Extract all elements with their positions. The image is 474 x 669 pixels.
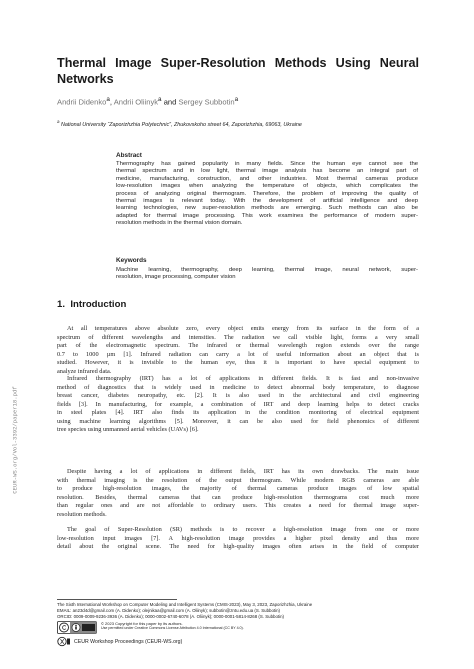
affiliation-text: National University “Zaporizhzhia Polytechnic”, Zhukovskoho street 64, Zaporizhzhia, 69063, Ukraine	[61, 121, 302, 128]
paragraph-line: using machine learning algorithms [5]. Moreover, it can be also used for field phenomics of different	[57, 417, 419, 425]
keywords-heading: Keywords	[116, 257, 147, 264]
abstract-line: low-resolution images when analyzing the temperature of objects, which complicates the	[116, 183, 418, 190]
abstract-line: learning technologies, new super-resolution methods are emerging. Such methods can also be	[116, 205, 418, 212]
paragraph-line: low-resolution input images [7]. A high-resolution image provides a higher pixel density and thus more	[57, 534, 419, 542]
paragraph-line: Infrared thermography (IRT) has a lot of applications in different fields. It is fast and non-invasive	[67, 375, 419, 382]
footnote-orcid: ORCID: 0009-0009-9236-3936 (A. Didenko); 0000-0002-6740-6078 (A. Oliinyk); 0000-0001-5814-8268 (S. Subbotin)	[57, 614, 284, 619]
paragraph-line: resolution methods.	[57, 510, 107, 518]
footnote-email: EMAIL: an23d4d@gmail.com (A. Didenko); olejnikaa@gmail.com (A. Oliinyk); subbotin@zntu.edu.ua (S. Subbotin)	[57, 608, 281, 613]
affiliation-mark: a	[57, 119, 60, 124]
cc-by-license-icon[interactable]	[57, 621, 97, 634]
abstract-line: thermal images is relevant today. With the development of artificial intelligence and deep	[116, 197, 418, 204]
paragraph-line: breast cancer, diabetes neuropathy, etc. [2]. It is also used in the architectural and civil engineering	[57, 392, 419, 399]
author-name[interactable]: Sergey Subbotin	[178, 97, 235, 107]
abstract-line: medicine, manufacturing, construction, and other industries. Most thermal cameras produce	[116, 175, 418, 182]
section-number: 1.	[57, 299, 66, 310]
proceedings-label: CEUR Workshop Proceedings (CEUR-WS.org)	[74, 639, 183, 645]
section-heading	[57, 299, 126, 310]
paragraph-line: part of the electromagnetic spectrum. The infrared or thermal wavelength region extends over the range	[57, 342, 419, 349]
ceur-logo-icon	[57, 636, 71, 647]
keywords-line: Machine learning, thermography, deep learning, thermal image, neural network, super-	[116, 267, 418, 273]
keywords-line: resolution, image processing, computer vision	[116, 274, 236, 281]
author-name[interactable]: Andrii Didenko	[57, 97, 107, 107]
author-affil-mark: a	[106, 96, 110, 103]
author-affil-mark: a	[158, 96, 162, 103]
paragraph-line: than regular ones and are not affordable to ordinary users. This creates a need for thermal image super-	[57, 502, 419, 509]
author-affil-mark: a	[234, 96, 239, 103]
paragraph-line: tree species using unmanned aerial vehicles (UAVs) [6].	[57, 426, 199, 433]
license-line: Use permitted under Creative Commons License Attribution 4.0 International (CC BY 4.0).	[101, 626, 244, 630]
footnote-conference: The Sixth International Workshop on Computer Modeling and Intelligent Systems (CMIS-2023), May 3, 2023, Zaporizhzhia, Ukraine	[57, 602, 313, 607]
paragraph-line: resolution. Besides, thermal cameras that can produce high-resolution thermograms cost much more	[57, 493, 419, 501]
paragraph-line: in steel plates [4]. IRT also finds its application in the condition monitoring of electrical equipment	[57, 409, 419, 416]
paragraph-line: 0.7 to 1000 µm [1]. Infrared radiation can carry a lot of useful information about an object that is	[57, 350, 419, 358]
paragraph	[57, 468, 419, 519]
abstract-line: adapted for thermal image processing. This work examines the performance of modern super-	[116, 212, 418, 219]
author-separator: and	[161, 97, 179, 107]
paragraph-line: method of diagnostics that is widely used in medicine to detect abnormal body temperature, to diagnose	[57, 383, 419, 391]
side-stamp	[11, 350, 19, 530]
author-separator: ,	[109, 97, 114, 107]
paragraph	[57, 375, 419, 435]
section-title: Introduction	[70, 299, 127, 310]
paragraph-line: fields [3]. In manufacturing, for example, a combination of IRT and deep learning helps to detect cracks	[57, 400, 419, 408]
abstract-line: Thermography has gained popularity in many fields. Since the human eye cannot see the	[116, 161, 418, 167]
paragraph-line: with thermal imaging is the resolution of the output thermogram. While modern RGB cameras are able	[57, 476, 419, 484]
paper-title: Thermal Image Super-Resolution Methods Using Neural Networks	[57, 56, 419, 86]
copyright-line: © 2023 Copyright for this paper by its authors.	[101, 621, 183, 626]
paragraph-line: Despite having a lot of applications in different fields, IRT has its own drawbacks. The main issue	[67, 468, 419, 475]
paragraph	[57, 526, 419, 552]
paragraph-line: At all temperatures above absolute zero, every object emits energy from its surface in the form of a	[67, 325, 419, 332]
paragraph-line: detail about the original scene. The need for high-quality images often arises in the field of computer	[57, 543, 419, 550]
side-stamp-text: CEUR-WS.org/Vol-3392/paper18.pdf	[11, 386, 19, 494]
abstract-line: thermal spectrum and in low light, thermal image analysis has become an integral part of	[116, 168, 418, 175]
affiliation	[57, 119, 427, 128]
paragraph-line: analyze infrared data.	[57, 367, 112, 375]
paragraph	[57, 325, 419, 376]
author-list	[57, 96, 238, 107]
abstract-heading: Abstract	[116, 152, 142, 159]
abstract-body	[116, 161, 418, 228]
footnote-divider	[57, 599, 177, 600]
paragraph-line: spectrum of different wavelengths and intensities. The radiation we call visible light, forms a very small	[57, 333, 419, 341]
paragraph-line: to produce high-resolution images, the majority of thermal cameras produce images of low spatial	[57, 485, 419, 492]
abstract-line: resolution methods in the thermal vision domain.	[116, 220, 243, 227]
paragraph-line: The goal of Super-Resolution (SR) methods is to recover a high-resolution image from one or more	[67, 526, 419, 533]
keywords-body	[116, 267, 418, 282]
author-name[interactable]: Andrii Oliinyk	[113, 97, 159, 107]
paragraph-line: studied. However, it is invisible to the human eye, thus it is important to have special equipment to	[57, 359, 419, 366]
abstract-line: process of analyzing original thermogram. Therefore, the problem of improving the quality of	[116, 190, 418, 197]
